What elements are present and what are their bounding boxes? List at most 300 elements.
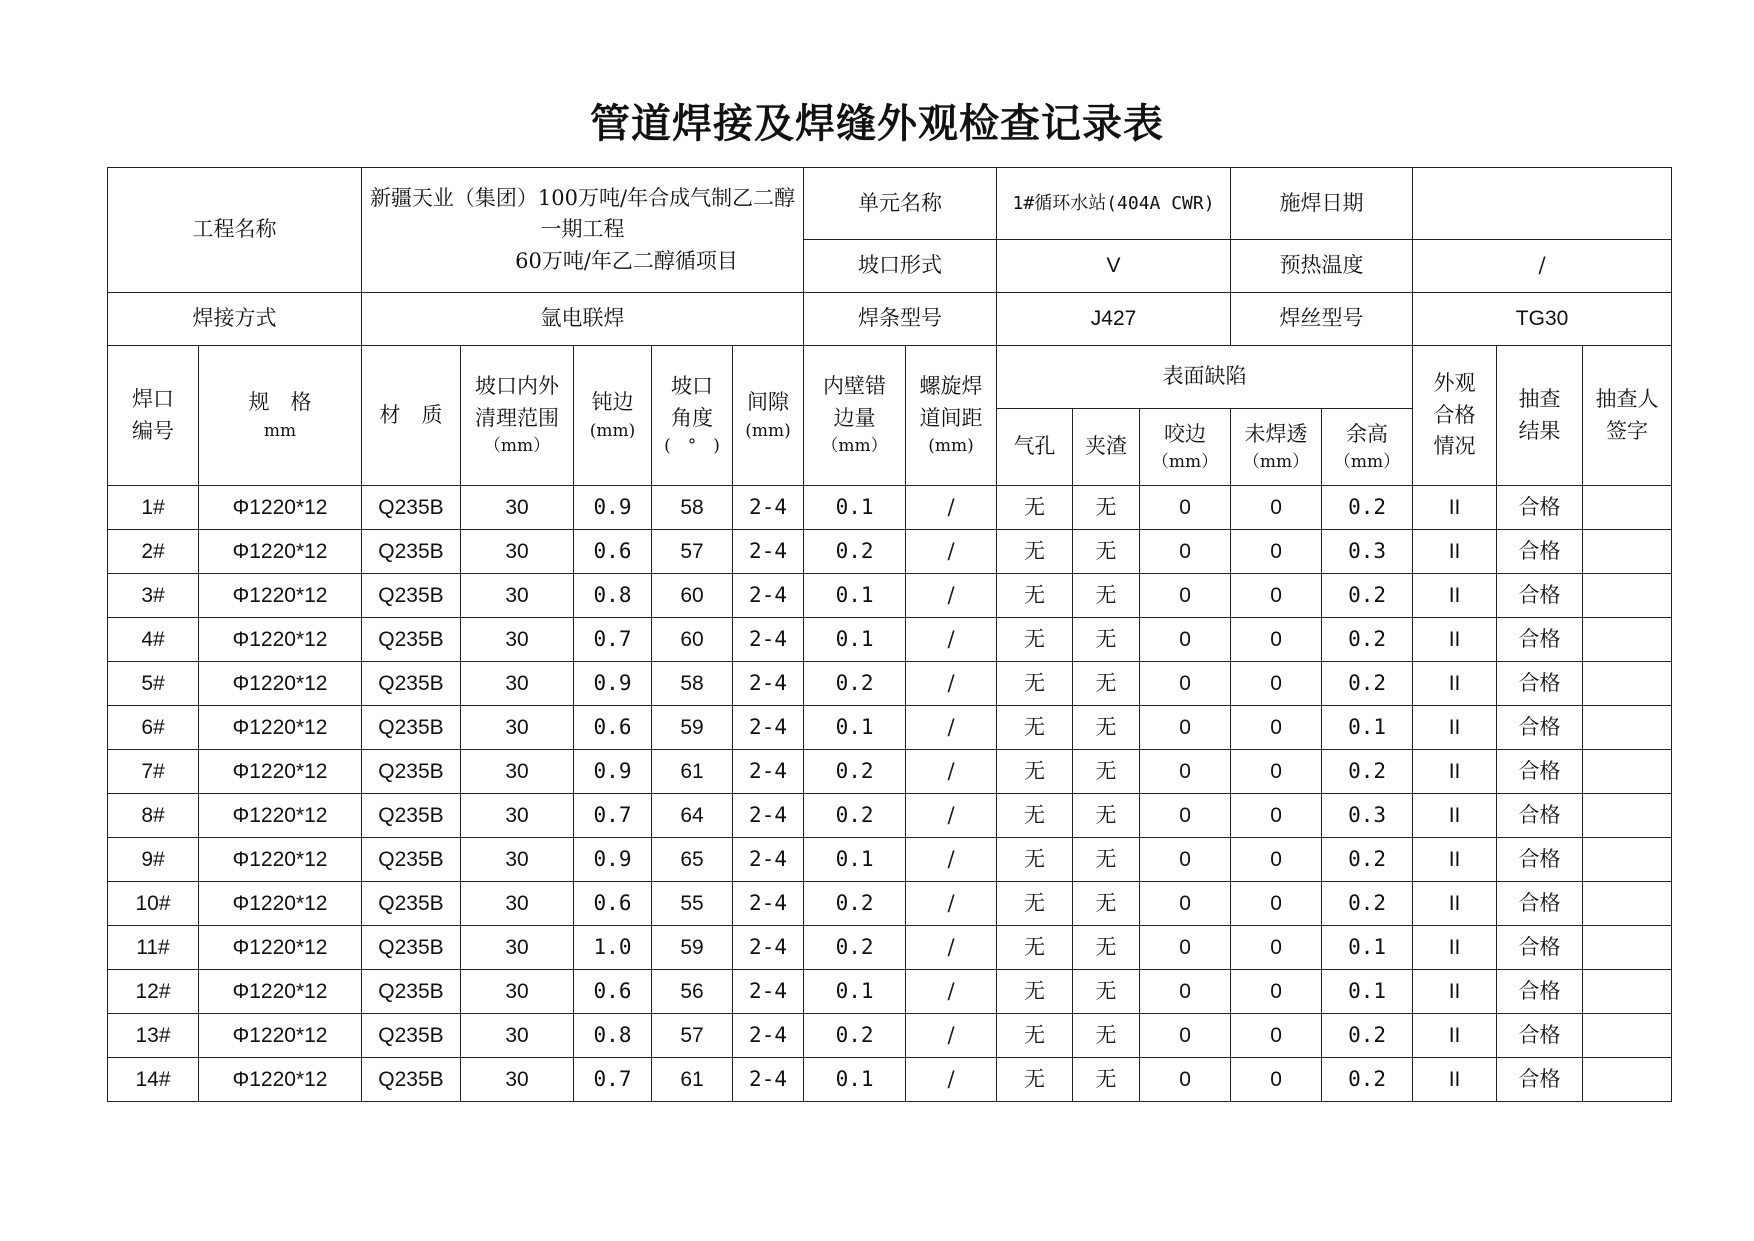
data-rows [108,486,1672,1102]
spec-cell: Φ1220*12 [199,530,362,574]
electrode-type-value: J427 [997,293,1231,346]
slag-cell: 无 [1073,794,1140,838]
inspector-sign-cell [1583,1058,1672,1102]
col-spiral-line3: (mm) [928,436,974,457]
misalignment-cell: 0.2 [804,926,906,970]
spec-cell: Φ1220*12 [199,618,362,662]
spot-result-cell: 合格 [1497,926,1583,970]
material-cell: Q235B [362,882,461,926]
appearance-cell: II [1413,574,1497,618]
table-row [108,486,1672,530]
spec-cell: Φ1220*12 [199,662,362,706]
undercut-cell: 0 [1140,486,1231,530]
electrode-type-label: 焊条型号 [804,293,997,346]
col-blunt-line2: (mm) [589,420,636,441]
inspector-sign-cell [1583,970,1672,1014]
col-appearance-line3: 情况 [1433,434,1476,459]
groove-angle-cell: 56 [652,970,733,1014]
col-misalignment [804,346,906,486]
project-name-value [362,168,804,293]
col-undercut [1140,409,1231,486]
spiral-spacing-cell: / [906,794,997,838]
spiral-spacing-cell: / [906,706,997,750]
gap-cell: 2-4 [733,706,804,750]
inspector-sign-cell [1583,750,1672,794]
appearance-cell: II [1413,926,1497,970]
unit-name-value: 1#循环水站(404A CWR) [997,168,1231,240]
inspector-sign-cell [1583,1014,1672,1058]
porosity-cell: 无 [997,530,1073,574]
table-row [108,926,1672,970]
gap-cell: 2-4 [733,1014,804,1058]
weld-date-label: 施焊日期 [1231,168,1413,240]
spiral-spacing-cell: / [906,1058,997,1102]
appearance-cell: II [1413,618,1497,662]
spiral-spacing-cell: / [906,838,997,882]
appearance-cell: II [1413,970,1497,1014]
material-cell: Q235B [362,1014,461,1058]
inspector-sign-cell [1583,926,1672,970]
col-clean-range [461,346,574,486]
porosity-cell: 无 [997,1058,1073,1102]
weld-no-cell: 4# [108,618,199,662]
slag-cell: 无 [1073,486,1140,530]
spec-cell: Φ1220*12 [199,926,362,970]
material-cell: Q235B [362,706,461,750]
spot-result-cell: 合格 [1497,838,1583,882]
col-undercut-line2: （mm） [1151,452,1219,472]
col-reinforce-line2: （mm） [1333,452,1401,472]
table-row [108,1014,1672,1058]
appearance-cell: II [1413,1014,1497,1058]
spot-result-cell: 合格 [1497,1014,1583,1058]
spiral-spacing-cell: / [906,750,997,794]
col-blunt-line1: 钝边 [591,390,634,414]
weld-method-label: 焊接方式 [108,293,362,346]
blunt-edge-cell: 0.7 [574,618,652,662]
col-inspector-line2: 签字 [1606,418,1649,443]
reinforcement-cell: 0.2 [1322,838,1413,882]
page-title: 管道焊接及焊缝外观检查记录表 [590,101,1164,147]
groove-angle-cell: 57 [652,1014,733,1058]
gap-cell: 2-4 [733,926,804,970]
slag-cell: 无 [1073,970,1140,1014]
col-appearance [1413,346,1497,486]
slag-cell: 无 [1073,750,1140,794]
spiral-spacing-cell: / [906,574,997,618]
table-row [108,794,1672,838]
inspector-sign-cell [1583,574,1672,618]
inspector-sign-cell [1583,618,1672,662]
lack-penetration-cell: 0 [1231,706,1322,750]
spiral-spacing-cell: / [906,530,997,574]
undercut-cell: 0 [1140,574,1231,618]
col-appearance-line1: 外观 [1433,371,1476,396]
gap-cell: 2-4 [733,662,804,706]
misalignment-cell: 0.2 [804,794,906,838]
inspector-sign-cell [1583,486,1672,530]
blunt-edge-cell: 0.6 [574,970,652,1014]
col-angle-line2: 角度 [671,405,713,430]
weld-no-cell: 3# [108,574,199,618]
appearance-cell: II [1413,838,1497,882]
misalignment-cell: 0.1 [804,574,906,618]
reinforcement-cell: 0.1 [1322,706,1413,750]
col-spec-line2: mm [263,420,297,441]
preheat-temp-value: / [1413,240,1672,293]
clean-range-cell: 30 [461,882,574,926]
weld-no-cell: 10# [108,882,199,926]
undercut-cell: 0 [1140,750,1231,794]
spiral-spacing-cell: / [906,662,997,706]
undercut-cell: 0 [1140,618,1231,662]
misalignment-cell: 0.1 [804,1058,906,1102]
spot-result-cell: 合格 [1497,662,1583,706]
appearance-cell: II [1413,750,1497,794]
table-row [108,574,1672,618]
material-cell: Q235B [362,1058,461,1102]
groove-angle-cell: 59 [652,926,733,970]
project-name-line2: 60万吨/年乙二醇循项目 [515,248,738,273]
porosity-cell: 无 [997,970,1073,1014]
col-clean-line3: （mm） [483,436,551,457]
header-row-welding [108,293,1672,346]
porosity-cell: 无 [997,926,1073,970]
lack-penetration-cell: 0 [1231,794,1322,838]
blunt-edge-cell: 0.7 [574,794,652,838]
slag-cell: 无 [1073,1058,1140,1102]
clean-range-cell: 30 [461,794,574,838]
appearance-cell: II [1413,1058,1497,1102]
lack-penetration-cell: 0 [1231,926,1322,970]
clean-range-cell: 30 [461,574,574,618]
clean-range-cell: 30 [461,530,574,574]
clean-range-cell: 30 [461,970,574,1014]
porosity-cell: 无 [997,882,1073,926]
gap-cell: 2-4 [733,838,804,882]
blunt-edge-cell: 0.8 [574,574,652,618]
spiral-spacing-cell: / [906,970,997,1014]
col-undercut-line1: 咬边 [1164,421,1207,446]
slag-cell: 无 [1073,618,1140,662]
spot-result-cell: 合格 [1497,882,1583,926]
project-name-label: 工程名称 [108,168,362,293]
spec-cell: Φ1220*12 [199,750,362,794]
weld-no-cell: 1# [108,486,199,530]
undercut-cell: 0 [1140,662,1231,706]
col-appearance-line2: 合格 [1433,402,1476,427]
lack-penetration-cell: 0 [1231,838,1322,882]
gap-cell: 2-4 [733,1058,804,1102]
wire-type-label: 焊丝型号 [1231,293,1413,346]
clean-range-cell: 30 [461,486,574,530]
gap-cell: 2-4 [733,882,804,926]
spec-cell: Φ1220*12 [199,574,362,618]
col-misalign-line2: 边量 [833,405,876,430]
spot-result-cell: 合格 [1497,706,1583,750]
lack-penetration-cell: 0 [1231,750,1322,794]
appearance-cell: II [1413,662,1497,706]
groove-form-value: V [997,240,1231,293]
porosity-cell: 无 [997,618,1073,662]
gap-cell: 2-4 [733,794,804,838]
groove-angle-cell: 59 [652,706,733,750]
blunt-edge-cell: 0.6 [574,530,652,574]
gap-cell: 2-4 [733,530,804,574]
material-cell: Q235B [362,838,461,882]
groove-angle-cell: 55 [652,882,733,926]
col-angle-line1: 坡口 [671,374,713,399]
table-row [108,970,1672,1014]
preheat-temp-label: 预热温度 [1231,240,1413,293]
groove-angle-cell: 60 [652,618,733,662]
porosity-cell: 无 [997,662,1073,706]
gap-cell: 2-4 [733,486,804,530]
misalignment-cell: 0.1 [804,838,906,882]
col-spiral-line1: 螺旋焊 [919,374,983,399]
spot-result-cell: 合格 [1497,1058,1583,1102]
lack-penetration-cell: 0 [1231,530,1322,574]
clean-range-cell: 30 [461,1014,574,1058]
reinforcement-cell: 0.2 [1322,618,1413,662]
wire-type-value: TG30 [1413,293,1672,346]
appearance-cell: II [1413,530,1497,574]
spiral-spacing-cell: / [906,486,997,530]
material-cell: Q235B [362,618,461,662]
misalignment-cell: 0.1 [804,970,906,1014]
table-row [108,1058,1672,1102]
reinforcement-cell: 0.2 [1322,486,1413,530]
inspector-sign-cell [1583,662,1672,706]
inspector-sign-cell [1583,882,1672,926]
col-misalign-line3: （mm） [821,436,888,457]
weld-no-cell: 5# [108,662,199,706]
col-reinforcement [1322,409,1413,486]
lack-penetration-cell: 0 [1231,970,1322,1014]
table-row [108,662,1672,706]
undercut-cell: 0 [1140,1058,1231,1102]
blunt-edge-cell: 1.0 [574,926,652,970]
material-cell: Q235B [362,794,461,838]
material-cell: Q235B [362,530,461,574]
col-misalign-line1: 内壁错 [823,374,887,399]
col-porosity: 气孔 [997,409,1073,486]
col-inspector-line1: 抽查人 [1595,387,1659,411]
undercut-cell: 0 [1140,838,1231,882]
material-cell: Q235B [362,662,461,706]
slag-cell: 无 [1073,662,1140,706]
col-lack-penetration [1231,409,1322,486]
spec-cell: Φ1220*12 [199,1058,362,1102]
groove-angle-cell: 65 [652,838,733,882]
lack-penetration-cell: 0 [1231,486,1322,530]
table-row [108,706,1672,750]
misalignment-cell: 0.2 [804,882,906,926]
weld-no-cell: 8# [108,794,199,838]
table-row [108,838,1672,882]
clean-range-cell: 30 [461,706,574,750]
inspector-sign-cell [1583,794,1672,838]
spiral-spacing-cell: / [906,926,997,970]
col-spot-result [1497,346,1583,486]
porosity-cell: 无 [997,794,1073,838]
gap-cell: 2-4 [733,574,804,618]
spot-result-cell: 合格 [1497,574,1583,618]
spot-result-cell: 合格 [1497,794,1583,838]
table-row [108,530,1672,574]
col-spot-result-line2: 结果 [1518,418,1561,443]
col-lack-pen-line2: （mm） [1242,452,1310,472]
weld-no-cell: 12# [108,970,199,1014]
porosity-cell: 无 [997,1014,1073,1058]
appearance-cell: II [1413,486,1497,530]
porosity-cell: 无 [997,838,1073,882]
reinforcement-cell: 0.3 [1322,530,1413,574]
groove-angle-cell: 61 [652,750,733,794]
col-clean-line1: 坡口内外 [475,374,559,399]
porosity-cell: 无 [997,750,1073,794]
reinforcement-cell: 0.2 [1322,1014,1413,1058]
spot-result-cell: 合格 [1497,970,1583,1014]
weld-no-cell: 2# [108,530,199,574]
misalignment-cell: 0.1 [804,486,906,530]
groove-angle-cell: 58 [652,486,733,530]
blunt-edge-cell: 0.7 [574,1058,652,1102]
col-surface-defects-group: 表面缺陷 [997,346,1413,409]
porosity-cell: 无 [997,574,1073,618]
col-slag: 夹渣 [1073,409,1140,486]
slag-cell: 无 [1073,882,1140,926]
weld-no-cell: 6# [108,706,199,750]
lack-penetration-cell: 0 [1231,1014,1322,1058]
undercut-cell: 0 [1140,1014,1231,1058]
blunt-edge-cell: 0.9 [574,486,652,530]
lack-penetration-cell: 0 [1231,618,1322,662]
spec-cell: Φ1220*12 [199,970,362,1014]
groove-angle-cell: 61 [652,1058,733,1102]
spot-result-cell: 合格 [1497,486,1583,530]
misalignment-cell: 0.2 [804,750,906,794]
spec-cell: Φ1220*12 [199,1014,362,1058]
clean-range-cell: 30 [461,926,574,970]
blunt-edge-cell: 0.8 [574,1014,652,1058]
undercut-cell: 0 [1140,970,1231,1014]
reinforcement-cell: 0.2 [1322,574,1413,618]
col-lack-pen-line1: 未焊透 [1244,421,1308,446]
reinforcement-cell: 0.1 [1322,970,1413,1014]
spiral-spacing-cell: / [906,618,997,662]
col-angle-line3: ( ° ) [664,436,720,457]
gap-cell: 2-4 [733,970,804,1014]
col-spec [199,346,362,486]
slag-cell: 无 [1073,838,1140,882]
spiral-spacing-cell: / [906,882,997,926]
material-cell: Q235B [362,970,461,1014]
col-reinforce-line1: 余高 [1346,421,1389,446]
weld-method-value: 氩电联焊 [362,293,804,346]
weld-no-cell: 7# [108,750,199,794]
groove-angle-cell: 60 [652,574,733,618]
col-gap [733,346,804,486]
col-material: 材 质 [362,346,461,486]
lack-penetration-cell: 0 [1231,882,1322,926]
reinforcement-cell: 0.2 [1322,750,1413,794]
spec-cell: Φ1220*12 [199,882,362,926]
undercut-cell: 0 [1140,882,1231,926]
groove-angle-cell: 57 [652,530,733,574]
material-cell: Q235B [362,486,461,530]
appearance-cell: II [1413,794,1497,838]
reinforcement-cell: 0.2 [1322,1058,1413,1102]
weld-no-cell: 13# [108,1014,199,1058]
spot-result-cell: 合格 [1497,750,1583,794]
col-blunt-edge [574,346,652,486]
spec-cell: Φ1220*12 [199,838,362,882]
reinforcement-cell: 0.3 [1322,794,1413,838]
col-spiral-line2: 道间距 [919,405,983,430]
col-groove-angle [652,346,733,486]
material-cell: Q235B [362,574,461,618]
slag-cell: 无 [1073,706,1140,750]
undercut-cell: 0 [1140,706,1231,750]
slag-cell: 无 [1073,530,1140,574]
misalignment-cell: 0.1 [804,706,906,750]
inspection-record-table [107,167,1672,1102]
blunt-edge-cell: 0.9 [574,750,652,794]
appearance-cell: II [1413,706,1497,750]
lack-penetration-cell: 0 [1231,1058,1322,1102]
blunt-edge-cell: 0.6 [574,882,652,926]
header-row-project [108,168,1672,240]
clean-range-cell: 30 [461,662,574,706]
lack-penetration-cell: 0 [1231,662,1322,706]
groove-angle-cell: 58 [652,662,733,706]
appearance-cell: II [1413,882,1497,926]
reinforcement-cell: 0.1 [1322,926,1413,970]
unit-name-label: 单元名称 [804,168,997,240]
col-spec-line1: 规 格 [248,390,312,414]
col-inspector-sign [1583,346,1672,486]
weld-no-cell: 9# [108,838,199,882]
project-name-line1: 新疆天业（集团）100万吨/年合成气制乙二醇一期工程 [369,185,796,242]
misalignment-cell: 0.2 [804,530,906,574]
spec-cell: Φ1220*12 [199,706,362,750]
groove-form-label: 坡口形式 [804,240,997,293]
col-gap-line1: 间隙 [747,390,790,414]
table-row [108,882,1672,926]
weld-no-cell: 11# [108,926,199,970]
weld-no-cell: 14# [108,1058,199,1102]
slag-cell: 无 [1073,926,1140,970]
spot-result-cell: 合格 [1497,530,1583,574]
col-spot-result-line1: 抽查 [1518,387,1561,411]
gap-cell: 2-4 [733,750,804,794]
material-cell: Q235B [362,926,461,970]
blunt-edge-cell: 0.9 [574,838,652,882]
inspector-sign-cell [1583,838,1672,882]
clean-range-cell: 30 [461,838,574,882]
misalignment-cell: 0.2 [804,1014,906,1058]
col-gap-line2: (mm) [745,420,791,441]
porosity-cell: 无 [997,706,1073,750]
table-row [108,750,1672,794]
misalignment-cell: 0.2 [804,662,906,706]
reinforcement-cell: 0.2 [1322,662,1413,706]
lack-penetration-cell: 0 [1231,574,1322,618]
col-weld-no-line2: 编号 [132,418,174,443]
spec-cell: Φ1220*12 [199,486,362,530]
undercut-cell: 0 [1140,530,1231,574]
